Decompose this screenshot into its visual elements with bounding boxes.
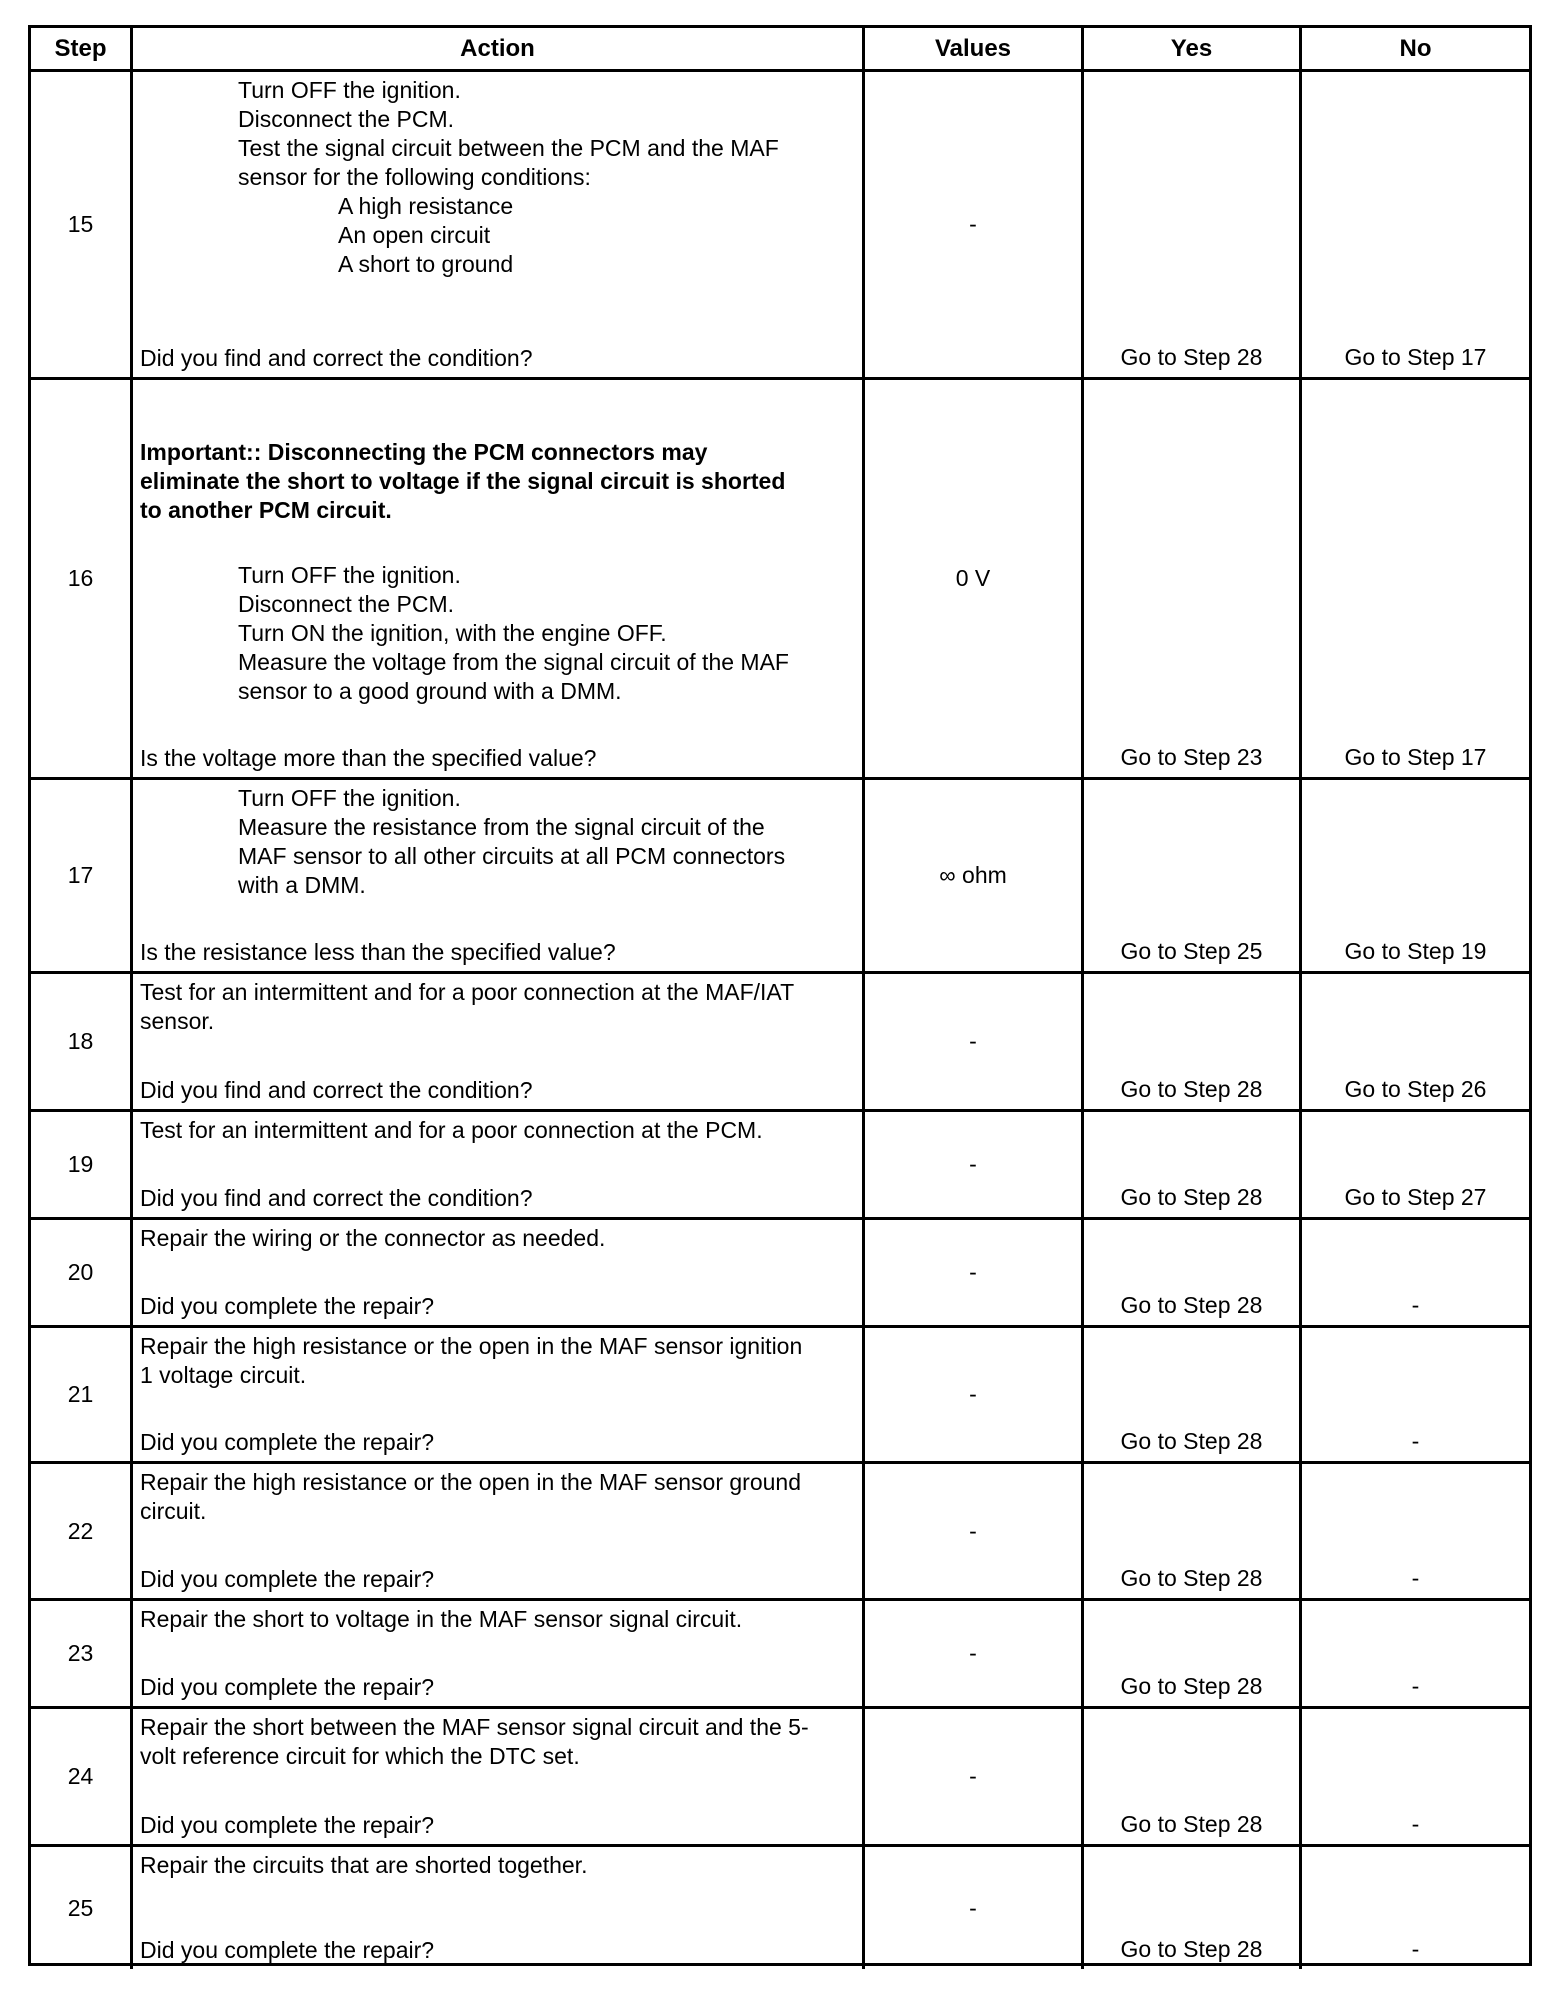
action-question: Did you complete the repair? (140, 1674, 435, 1700)
step-cell (31, 1112, 130, 1217)
no-cell (1299, 974, 1529, 1109)
column-header-label: Action (460, 34, 535, 62)
table-row (31, 971, 1529, 1109)
values-cell (862, 974, 1081, 1109)
no-result: - (1411, 1565, 1420, 1591)
no-result: - (1411, 1292, 1420, 1318)
action-line: A short to ground (338, 251, 514, 277)
no-result: Go to Step 27 (1344, 1184, 1487, 1210)
step-cell (31, 1328, 130, 1461)
yes-cell (1081, 380, 1299, 777)
action-cell (130, 974, 862, 1109)
table-row (31, 1598, 1529, 1706)
step-cell (31, 72, 130, 377)
no-cell (1299, 780, 1529, 971)
action-cell (130, 1112, 862, 1217)
action-line: sensor to a good ground with a DMM. (238, 678, 622, 704)
values-cell (862, 1601, 1081, 1706)
table-row (31, 69, 1529, 377)
step-number: 18 (67, 1028, 94, 1054)
specified-value: 0 V (955, 565, 991, 591)
action-line: An open circuit (338, 222, 491, 248)
yes-result: Go to Step 25 (1120, 938, 1263, 964)
yes-result: Go to Step 28 (1120, 1292, 1263, 1318)
no-result: Go to Step 19 (1344, 938, 1487, 964)
action-line: with a DMM. (238, 872, 366, 898)
no-result: Go to Step 17 (1344, 344, 1487, 370)
action-line: Repair the wiring or the connector as needed. (140, 1225, 606, 1251)
action-line: Repair the circuits that are shorted together. (140, 1852, 588, 1878)
values-cell (862, 1464, 1081, 1598)
step-number: 25 (67, 1894, 94, 1921)
column-header-step (31, 28, 130, 69)
specified-value: - (969, 1894, 977, 1921)
table-header (31, 28, 1529, 69)
no-cell (1299, 1112, 1529, 1217)
specified-value: - (969, 1151, 977, 1177)
action-cell (130, 72, 862, 377)
step-number: 19 (67, 1151, 94, 1177)
table-row (31, 1325, 1529, 1461)
step-cell (31, 1464, 130, 1598)
no-cell (1299, 380, 1529, 777)
specified-value: - (969, 1381, 977, 1407)
column-header-action (130, 28, 862, 69)
yes-cell (1081, 974, 1299, 1109)
action-line: Turn OFF the ignition. (238, 785, 461, 811)
important-note: to another PCM circuit. (140, 497, 392, 523)
table-row (31, 377, 1529, 777)
action-line: Disconnect the PCM. (238, 106, 455, 132)
no-result: - (1411, 1673, 1420, 1699)
action-question: Did you complete the repair? (140, 1293, 435, 1319)
step-number: 15 (67, 211, 94, 237)
action-line: Test for an intermittent and for a poor connection at the MAF/IAT (140, 979, 795, 1005)
yes-cell (1081, 1328, 1299, 1461)
yes-cell (1081, 1220, 1299, 1325)
column-header-yes (1081, 28, 1299, 69)
action-question: Did you find and correct the condition? (140, 1185, 533, 1211)
action-line: MAF sensor to all other circuits at all PCM connectors (238, 843, 786, 869)
table-row (31, 1706, 1529, 1844)
no-cell (1299, 1709, 1529, 1844)
yes-result: Go to Step 28 (1120, 1936, 1263, 1962)
no-cell (1299, 1601, 1529, 1706)
action-question: Did you complete the repair? (140, 1937, 435, 1963)
step-cell (31, 380, 130, 777)
no-cell (1299, 1847, 1529, 1969)
action-line: Turn OFF the ignition. (238, 77, 461, 103)
action-question: Did you complete the repair? (140, 1812, 435, 1838)
action-line: Test the signal circuit between the PCM and the MAF (238, 135, 779, 161)
step-number: 20 (67, 1259, 94, 1285)
step-cell (31, 780, 130, 971)
action-line: sensor. (140, 1008, 215, 1034)
yes-result: Go to Step 28 (1120, 1811, 1263, 1837)
step-cell (31, 1220, 130, 1325)
action-line: Repair the short between the MAF sensor signal circuit and the 5- (140, 1714, 809, 1740)
action-line: volt reference circuit for which the DTC set. (140, 1743, 580, 1769)
column-header-label: Yes (1170, 34, 1213, 62)
action-cell (130, 780, 862, 971)
no-cell (1299, 72, 1529, 377)
yes-result: Go to Step 28 (1120, 1076, 1263, 1102)
action-line: Disconnect the PCM. (238, 591, 455, 617)
action-line: Repair the high resistance or the open in the MAF sensor ground (140, 1469, 801, 1495)
action-cell (130, 1328, 862, 1461)
values-cell (862, 380, 1081, 777)
values-cell (862, 1709, 1081, 1844)
action-line: 1 voltage circuit. (140, 1362, 307, 1388)
action-line: Test for an intermittent and for a poor connection at the PCM. (140, 1117, 763, 1143)
no-result: - (1411, 1811, 1420, 1837)
yes-result: Go to Step 28 (1120, 1184, 1263, 1210)
column-header-label: Values (934, 34, 1012, 62)
yes-result: Go to Step 28 (1120, 344, 1263, 370)
no-cell (1299, 1220, 1529, 1325)
action-line: circuit. (140, 1498, 207, 1524)
no-cell (1299, 1328, 1529, 1461)
table-row (31, 1109, 1529, 1217)
values-cell (862, 1220, 1081, 1325)
action-line: Turn ON the ignition, with the engine OFF. (238, 620, 667, 646)
step-number: 21 (67, 1381, 94, 1407)
no-result: - (1411, 1936, 1420, 1962)
specified-value: - (969, 1640, 977, 1666)
table-row (31, 1461, 1529, 1598)
column-header-label: Step (54, 34, 107, 62)
action-line: Measure the resistance from the signal circuit of the (238, 814, 765, 840)
step-cell (31, 1601, 130, 1706)
step-number: 24 (67, 1763, 94, 1789)
table-row (31, 1844, 1529, 1969)
values-cell (862, 72, 1081, 377)
yes-cell (1081, 780, 1299, 971)
action-question: Is the resistance less than the specified value? (140, 939, 616, 965)
action-question: Did you find and correct the condition? (140, 1077, 533, 1103)
yes-result: Go to Step 28 (1120, 1673, 1263, 1699)
values-cell (862, 1847, 1081, 1969)
specified-value: - (969, 1028, 977, 1054)
yes-cell (1081, 1601, 1299, 1706)
table-row (31, 777, 1529, 971)
no-result: Go to Step 17 (1344, 744, 1487, 770)
important-note: Important:: Disconnecting the PCM connectors may (140, 439, 708, 465)
action-cell (130, 380, 862, 777)
action-question: Is the voltage more than the specified value? (140, 745, 597, 771)
step-cell (31, 974, 130, 1109)
table-row (31, 1217, 1529, 1325)
step-number: 17 (67, 862, 94, 888)
column-header-no (1299, 28, 1529, 69)
yes-cell (1081, 1709, 1299, 1844)
action-cell (130, 1709, 862, 1844)
no-cell (1299, 1464, 1529, 1598)
step-number: 16 (67, 565, 94, 591)
specified-value: - (969, 211, 977, 237)
yes-cell (1081, 72, 1299, 377)
step-cell (31, 1709, 130, 1844)
yes-result: Go to Step 23 (1120, 744, 1263, 770)
yes-cell (1081, 1112, 1299, 1217)
yes-result: Go to Step 28 (1120, 1428, 1263, 1454)
action-line: Turn OFF the ignition. (238, 562, 461, 588)
action-question: Did you complete the repair? (140, 1566, 435, 1592)
important-note: eliminate the short to voltage if the signal circuit is shorted (140, 468, 786, 494)
action-line: sensor for the following conditions: (238, 164, 591, 190)
no-result: Go to Step 26 (1344, 1076, 1487, 1102)
yes-result: Go to Step 28 (1120, 1565, 1263, 1591)
step-number: 23 (67, 1640, 94, 1666)
specified-value: - (969, 1517, 977, 1544)
action-cell (130, 1601, 862, 1706)
action-question: Did you complete the repair? (140, 1429, 435, 1455)
specified-value: - (969, 1763, 977, 1789)
diagnostic-table (28, 25, 1532, 1966)
action-line: Measure the voltage from the signal circuit of the MAF (238, 649, 789, 675)
action-cell (130, 1220, 862, 1325)
column-header-values (862, 28, 1081, 69)
action-line: A high resistance (338, 193, 514, 219)
specified-value: ∞ ohm (939, 862, 1007, 888)
values-cell (862, 1328, 1081, 1461)
yes-cell (1081, 1464, 1299, 1598)
step-cell (31, 1847, 130, 1969)
column-header-label: No (1399, 34, 1432, 62)
action-cell (130, 1464, 862, 1598)
yes-cell (1081, 1847, 1299, 1969)
action-cell (130, 1847, 862, 1969)
action-question: Did you find and correct the condition? (140, 345, 533, 371)
action-line: Repair the short to voltage in the MAF sensor signal circuit. (140, 1606, 743, 1632)
action-line: Repair the high resistance or the open in the MAF sensor ignition (140, 1333, 803, 1359)
values-cell (862, 1112, 1081, 1217)
no-result: - (1411, 1428, 1420, 1454)
specified-value: - (969, 1259, 977, 1285)
step-number: 22 (67, 1517, 94, 1544)
values-cell (862, 780, 1081, 971)
